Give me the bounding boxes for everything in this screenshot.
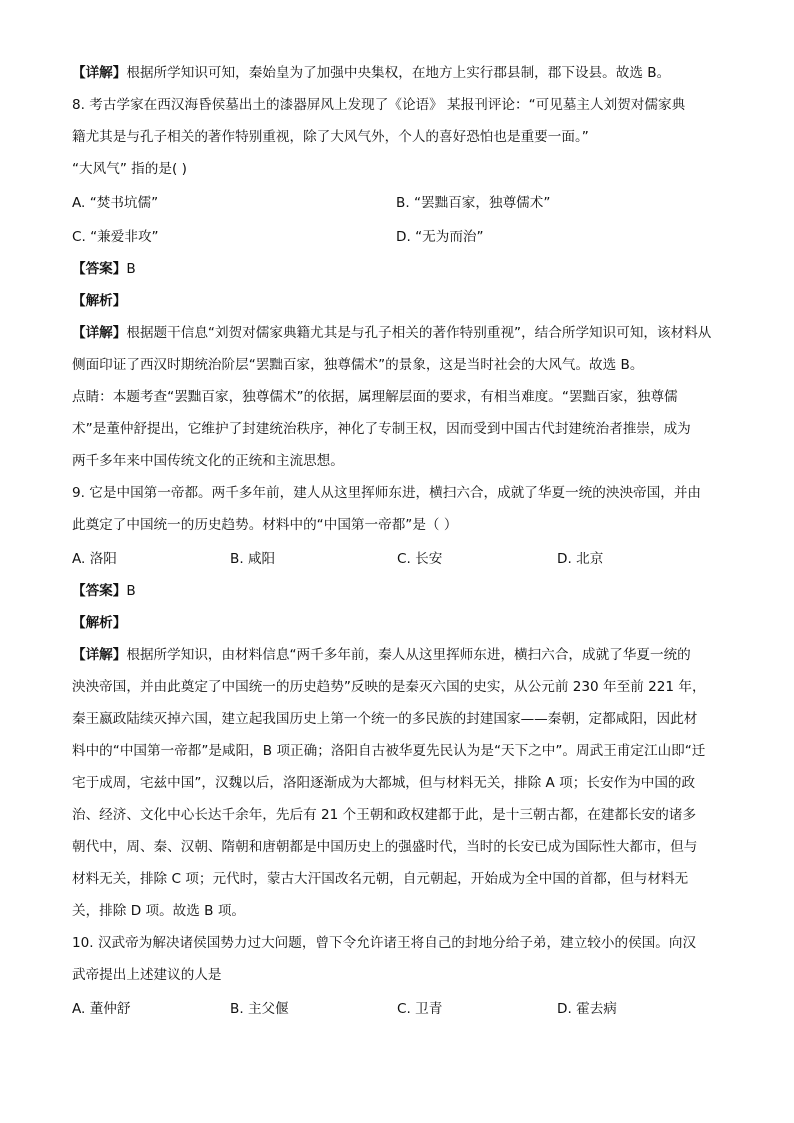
option-a: A. 董仲舒 [72, 1001, 131, 1017]
analysis-tag: 【解析】 [72, 293, 127, 309]
detail-line-1 [72, 322, 732, 344]
note-line-3: 两千多年来中国传统文化的正统和主流思想。 [72, 453, 344, 469]
question-8-line-3: “大风气” 指的是( ) [72, 161, 187, 177]
option-d: D. 北京 [557, 551, 604, 567]
detail-line-2: 泱泱帝国，并由此奠定了中国统一的历史趋势”反映的是秦灭六国的史实，从公元前 230 年至前 221 年， [72, 679, 706, 695]
answer-tag: 【答案】 [72, 261, 127, 277]
question-8-options-row-2 [72, 226, 732, 248]
answer-line [72, 580, 732, 602]
detail-line-4: 料中的“中国第一帝都”是咸阳，B 项正确；洛阳自古被华夏先民认为是“天下之中”。周武王甫定江山即“迁 [72, 743, 706, 759]
answer-value: B [126, 583, 136, 599]
option-b: B. “罢黜百家，独尊儒术” [396, 195, 551, 211]
detail-tag: 【详解】 [72, 65, 127, 81]
question-9-line-1: 9. 它是中国第一帝都。两千多年前，建人从这里挥师东进，横扫六合，成就了华夏一统的泱泱帝国，并由 [72, 485, 702, 501]
analysis-line [72, 290, 732, 312]
question-8-line-1: 8. 考古学家在西汉海昏侯墓出土的漆器屏风上发现了《论语》 某报刊评论：“可见墓主人刘贺对儒家典 [72, 97, 686, 113]
answer-value: B [126, 261, 136, 277]
option-c: C. “兼爱非攻” [72, 229, 159, 245]
question-9-line-2: 此奠定了中国统一的历史趋势。材料中的“中国第一帝都”是（ ） [72, 517, 458, 533]
question-10-options [72, 998, 732, 1020]
detail-line-1 [72, 644, 732, 666]
detail-tag: 【详解】 [72, 647, 127, 663]
question-10-line-2: 武帝提出上述建议的人是 [72, 967, 222, 983]
option-b: B. 主父偃 [230, 1001, 289, 1017]
detail-line-5: 宅于成周，宅兹中国”，汉魏以后，洛阳逐渐成为大都城，但与材料无关，排除 A 项；长安作为中国的政 [72, 775, 696, 791]
option-c: C. 长安 [397, 551, 443, 567]
note-line-2: 术”是董仲舒提出，它维护了封建统治秩序，神化了专制王权，因而受到中国古代封建统治者推崇，成为 [72, 421, 691, 437]
answer-tag: 【答案】 [72, 583, 127, 599]
note-line-1: 点睛：本题考查“罢黜百家，独尊儒术”的依据，属理解层面的要求，有相当难度。“罢黜百家，独尊儒 [72, 389, 678, 405]
detail-line-7: 朝代中，周、秦、汉朝、隋朝和唐朝都是中国历史上的强盛时代，当时的长安已成为国际性大都市，但与 [72, 839, 698, 855]
detail-tag: 【详解】 [72, 325, 127, 341]
option-b: B. 咸阳 [230, 551, 276, 567]
detail-line-8: 材料无关，排除 C 项；元代时，蒙古大汗国改名元朝，自元朝起，开始成为全中国的首都，但与材料无 [72, 871, 689, 887]
option-a: A. 洛阳 [72, 551, 117, 567]
question-8-options-row-1 [72, 192, 732, 214]
option-d: D. “无为而治” [396, 229, 484, 245]
detail-line-2: 侧面印证了西汉时期统治阶层“罢黜百家，独尊儒术”的景象，这是当时社会的大风气。故选 B。 [72, 357, 644, 373]
detail-text: 根据所学知识，由材料信息“两千多年前，秦人从这里挥师东进，横扫六合，成就了华夏一统的 [126, 647, 691, 663]
analysis-line [72, 612, 732, 634]
detail-line-9: 关，排除 D 项。故选 B 项。 [72, 903, 246, 919]
answer-line [72, 258, 732, 280]
paragraph [72, 62, 732, 84]
option-a: A. “焚书坑儒” [72, 195, 159, 211]
detail-line-3: 秦王嬴政陆续灭掉六国，建立起我国历史上第一个统一的多民族的封建国家——秦朝，定都咸阳，因此材 [72, 711, 698, 727]
analysis-tag: 【解析】 [72, 615, 127, 631]
detail-text: 根据所学知识可知，秦始皇为了加强中央集权，在地方上实行郡县制，郡下设县。故选 B。 [126, 65, 671, 81]
document-page [72, 62, 732, 1020]
option-c: C. 卫青 [397, 1001, 443, 1017]
detail-line-6: 治、经济、文化中心长达千余年，先后有 21 个王朝和政权建都于此，是十三朝古都，在建都长安的诸多 [72, 807, 697, 823]
question-8-line-2: 籍尤其是与孔子相关的著作特别重视，除了大风气外，个人的喜好恐怕也是重要一面。” [72, 129, 589, 145]
detail-text: 根据题干信息“刘贺对儒家典籍尤其是与孔子相关的著作特别重视”，结合所学知识可知，该材料从 [126, 325, 712, 341]
question-10-line-1: 10. 汉武帝为解决诸侯国势力过大问题，曾下令允许诸王将自己的封地分给子弟，建立较小的侯国。向汉 [72, 935, 697, 951]
question-9-options [72, 548, 732, 570]
option-d: D. 霍去病 [557, 1001, 617, 1017]
